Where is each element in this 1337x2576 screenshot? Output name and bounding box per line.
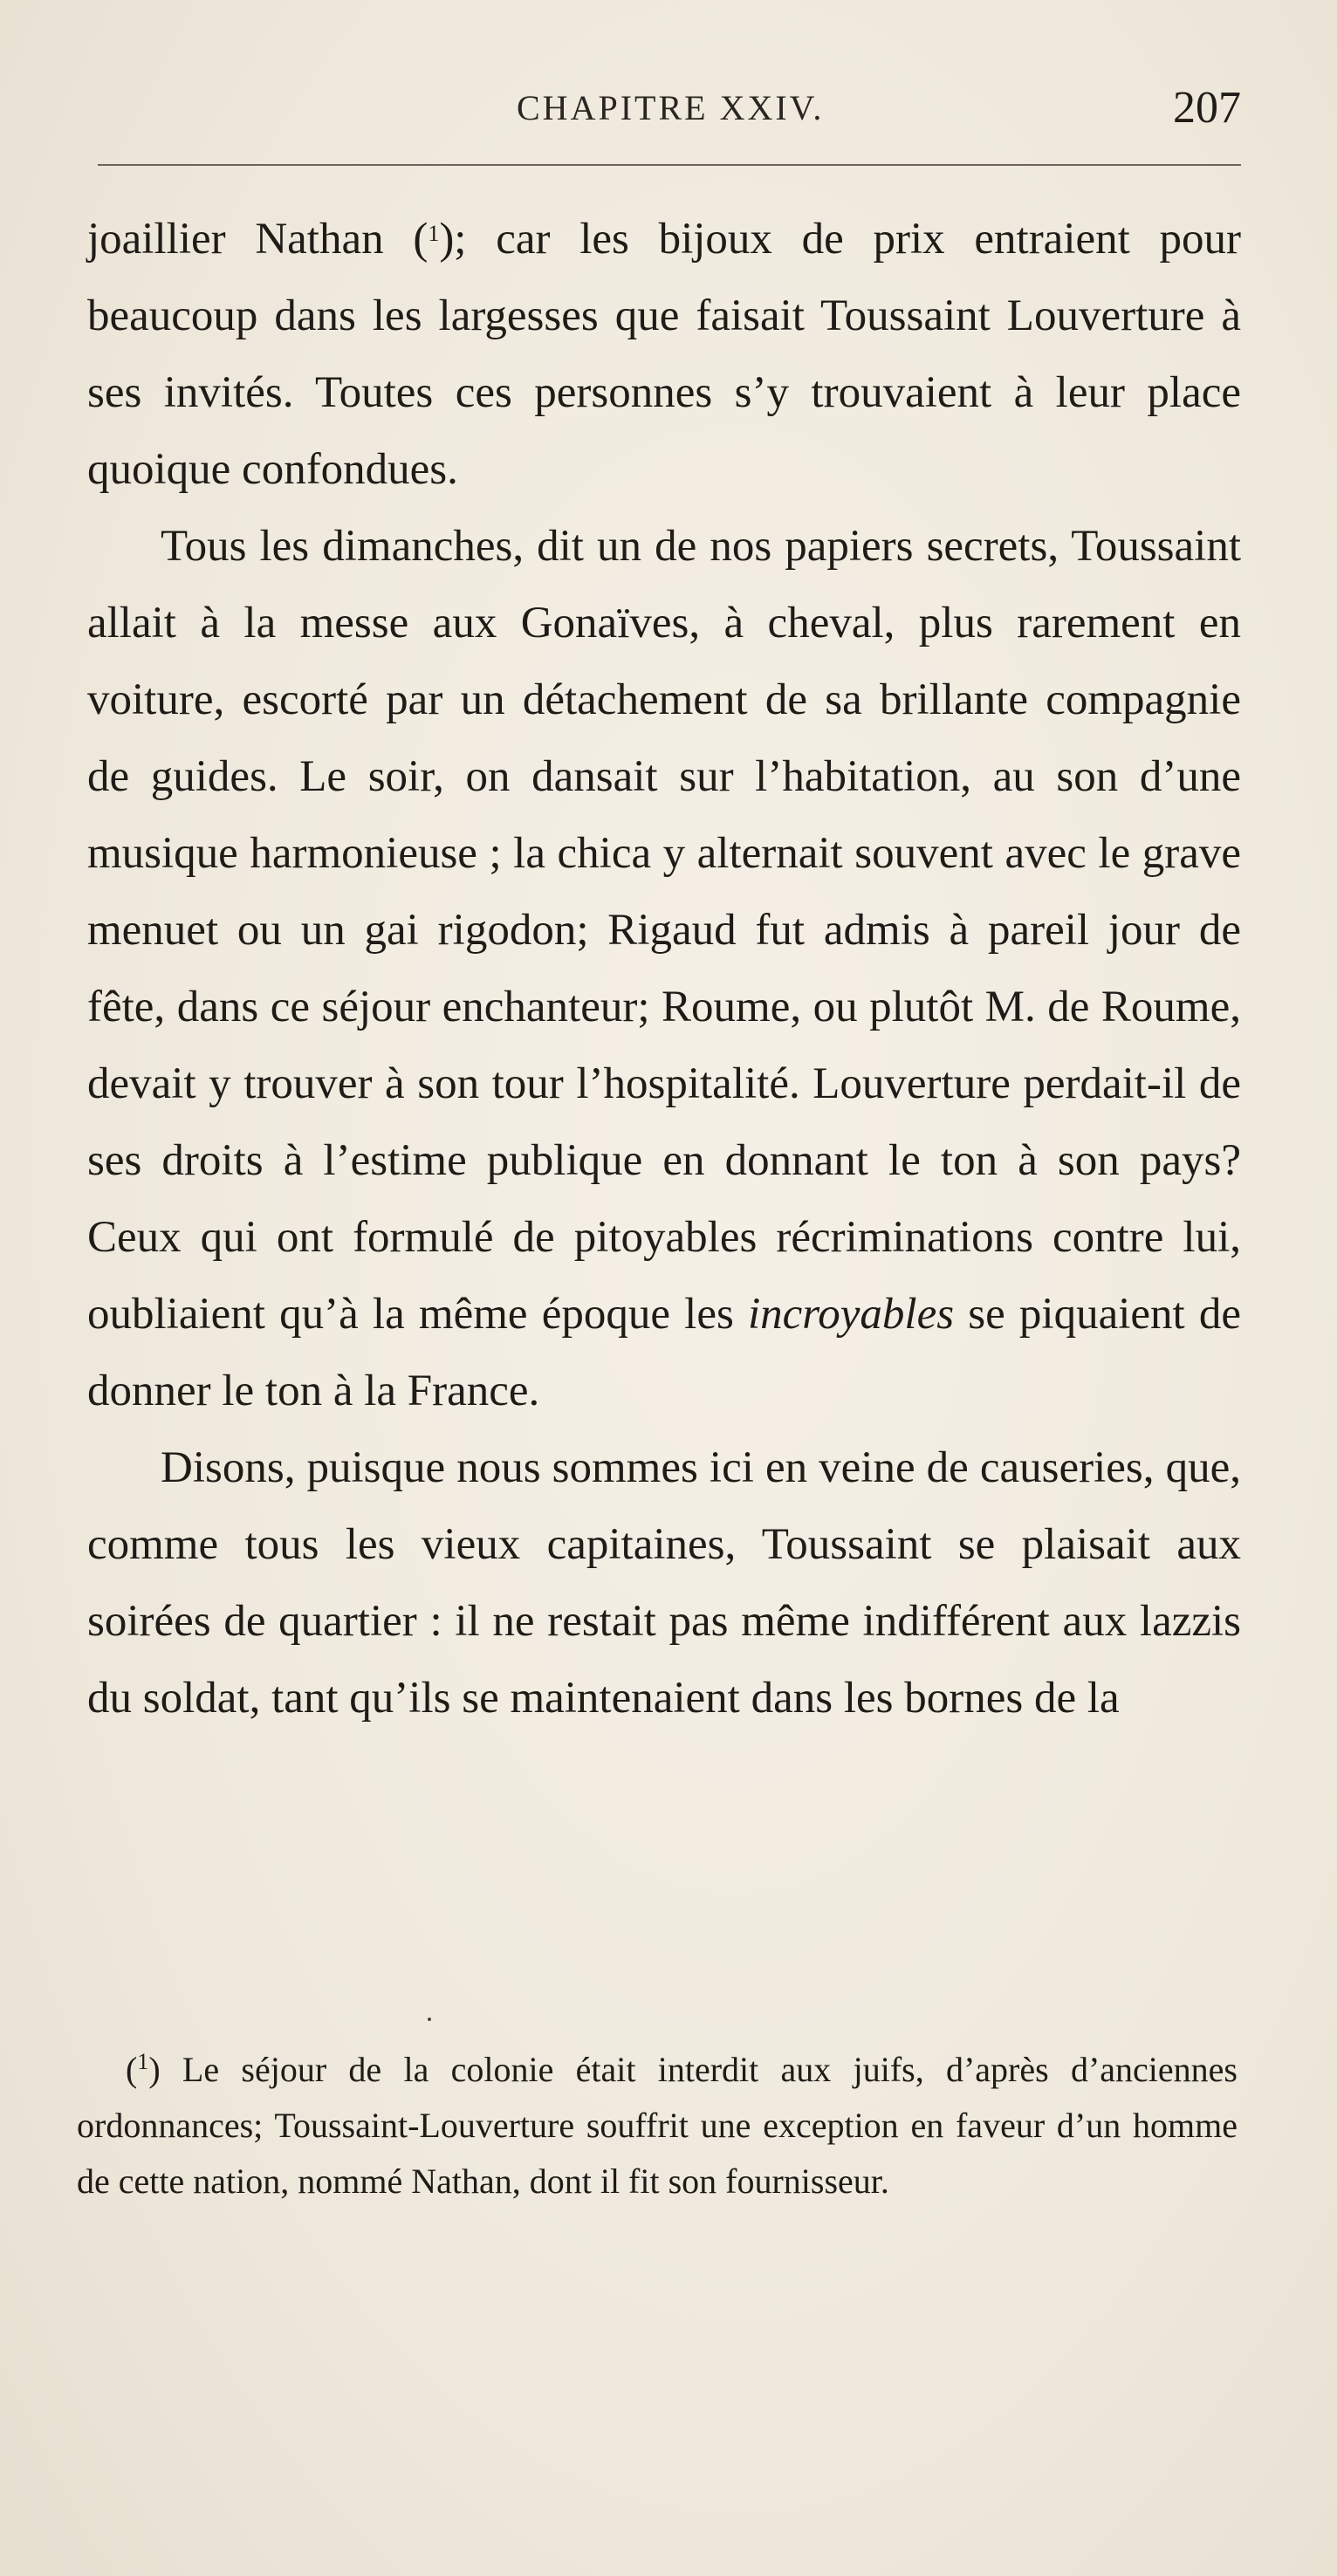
paragraph-2-start: Tous les dimanches, dit un de nos papiers secrets, Toussaint allait à la messe aux Gonaïves, à cheval, plus rarement en voiture, escorté par un détachement de sa brillante compagnie de guides. Le soir, on dansait sur l’habitation, au son d’une musique harmonieuse ; la chica y alternait souvent avec le grave menuet ou un gai rigodon; Rigaud fut admis à pareil jour de fête, dans ce séjour enchanteur; Roume, ou plutôt M. de Roume, devait y trouver à son tour l’hospitalité. Louverture perdait-il de ses droits à l’estime publique en donnant le ton à son pays? Ceux qui ont formulé de pitoyables récriminations contre lui, oubliaient qu’à la même époque les [87,522,1241,1339]
page-number: 207 [1173,83,1241,133]
italic-term: incroyables [748,1290,955,1339]
footnotes [77,2042,1238,2209]
footnote-separator [428,2018,431,2021]
paragraph-2 [87,508,1241,1429]
body-text [87,201,1241,1737]
footnote-reference: 1 [428,221,440,246]
footnote-marker: 1 [137,2049,149,2074]
paragraph-2-rest: se piquaient de donner le ton à la France. [87,1290,1241,1415]
paragraph-1 [87,201,1241,508]
chapter-title: CHAPITRE XXIV. [517,88,825,127]
paragraph-1-rest: ); car les bijoux de prix entraient pour beaucoup dans les largesses que faisait Toussaint Louverture à ses invités. Toutes ces personnes s’y trouvaient à leur place quoique confondues. [87,215,1242,494]
paragraph-1-start: joaillier Nathan ( [87,215,429,264]
footnote-1: ($^1$) Le séjour de la colonie était interdit aux juifs, d’après d’anciennes ordonnances; Toussaint-Louverture souffrit une exception en faveur d’un homme de cette nation, nommé Nathan, dont il fit son fournisseur. [77,2049,1238,2201]
paragraph-3: Disons, puisque nous sommes ici en veine de causeries, que, comme tous les vieux capitaines, Toussaint se plaisait aux soirées de quartier : il ne restait pas même indifférent aux lazzis du soldat, tant qu’ils se maintenaient dans les bornes de la [87,1443,1241,1723]
header-rule [98,164,1241,166]
footnote-text: Le séjour de la colonie était interdit aux juifs, d’après d’anciennes ordonnances; Toussaint-Louverture souffrit une exception en faveur d’un homme de cette nation, nommé Nathan, dont il fit son fournisseur. [77,2050,1238,2201]
running-head [98,83,1241,148]
